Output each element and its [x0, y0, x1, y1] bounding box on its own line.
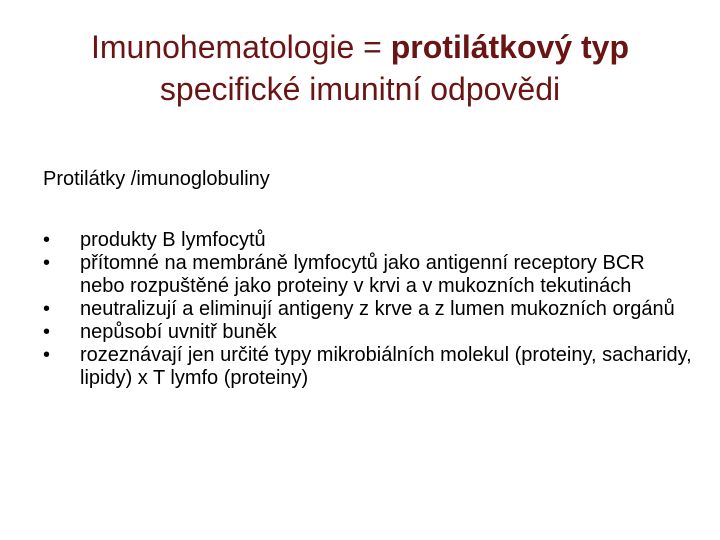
- bullet-item: [43, 229, 693, 252]
- bullet-item: [43, 252, 693, 298]
- bullet-item: [43, 321, 693, 344]
- bullet-text: produkty B lymfocytů: [80, 229, 266, 251]
- bullet-item: [43, 344, 693, 390]
- title-part-regular: Imunohematologie =: [90, 29, 391, 65]
- bullet-dot-icon: •: [43, 252, 51, 274]
- bullet-text: neutralizují a eliminují antigeny z krve a z lumen mukozních orgánů: [80, 298, 675, 320]
- bullet-dot-icon: •: [43, 229, 51, 251]
- bullet-dot-icon: •: [43, 344, 51, 366]
- bullet-item: [43, 298, 693, 321]
- bullet-list: [43, 229, 693, 390]
- bullet-text: nepůsobí uvnitř buněk: [80, 321, 277, 343]
- title-line-2: specifické imunitní odpovědi: [159, 71, 561, 107]
- slide-title: [20, 26, 700, 110]
- bullet-dot-icon: •: [43, 298, 51, 320]
- bullet-dot-icon: •: [43, 321, 51, 343]
- bullet-text: přítomné na membráně lymfocytů jako antigenní receptory BCR nebo rozpuštěné jako proteiny v krvi a v mukozních tekutinách: [80, 252, 645, 297]
- bullet-text: rozeznávají jen určité typy mikrobiálních molekul (proteiny, sacharidy, lipidy) x T lymfo (proteiny): [80, 344, 692, 389]
- title-part-bold: protilátkový typ: [390, 29, 629, 65]
- section-heading: Protilátky /imunoglobuliny: [43, 168, 270, 190]
